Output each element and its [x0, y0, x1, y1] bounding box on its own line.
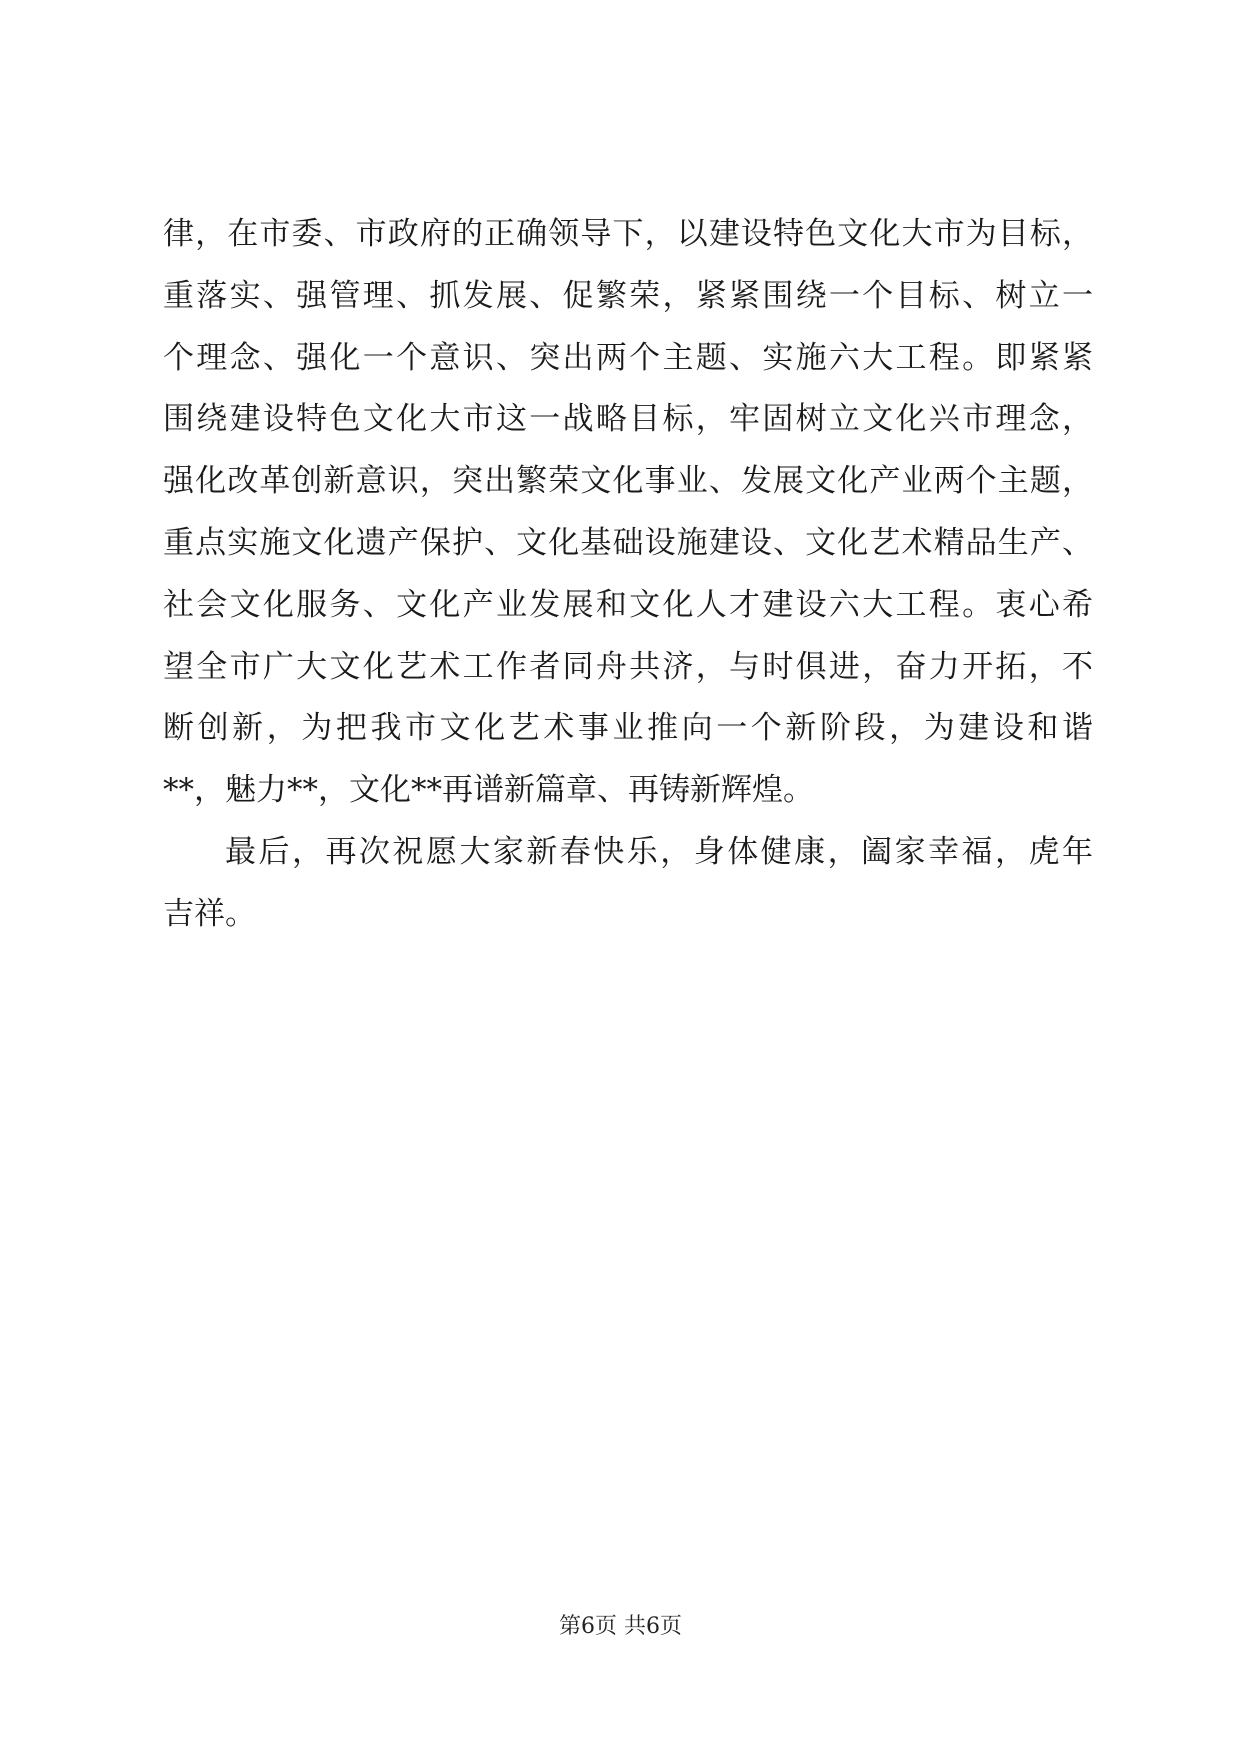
body-text	[163, 204, 1093, 946]
text-line: 重点实施文化遗产保护、文化基础设施建设、文化艺术精品生产、	[163, 524, 1093, 561]
text-line: 最后，再次祝愿大家新春快乐，身体健康，阖家幸福，虎年	[225, 833, 1093, 870]
text-line: 围绕建设特色文化大市这一战略目标，牢固树立文化兴市理念，	[163, 401, 1093, 438]
text-line: 断创新，为把我市文化艺术事业推向一个新阶段，为建设和谐	[163, 710, 1093, 747]
text-line: 吉祥。	[163, 895, 256, 932]
text-line: 律，在市委、市政府的正确领导下，以建设特色文化大市为目标，	[163, 216, 1093, 252]
page-footer: 第6页 共6页	[559, 1614, 682, 1639]
text-line: **，魅力**，文化**再谱新篇章、再铸新辉煌。	[163, 772, 814, 809]
text-line: 个理念、强化一个意识、突出两个主题、实施六大工程。即紧紧	[163, 339, 1093, 376]
text-line: 强化改革创新意识，突出繁荣文化事业、发展文化产业两个主题，	[163, 463, 1093, 500]
text-line: 望全市广大文化艺术工作者同舟共济，与时俱进，奋力开拓，不	[163, 648, 1093, 685]
text-line: 重落实、强管理、抓发展、促繁荣，紧紧围绕一个目标、树立一	[163, 277, 1093, 314]
text-line: 社会文化服务、文化产业发展和文化人才建设六大工程。衷心希	[163, 586, 1093, 623]
